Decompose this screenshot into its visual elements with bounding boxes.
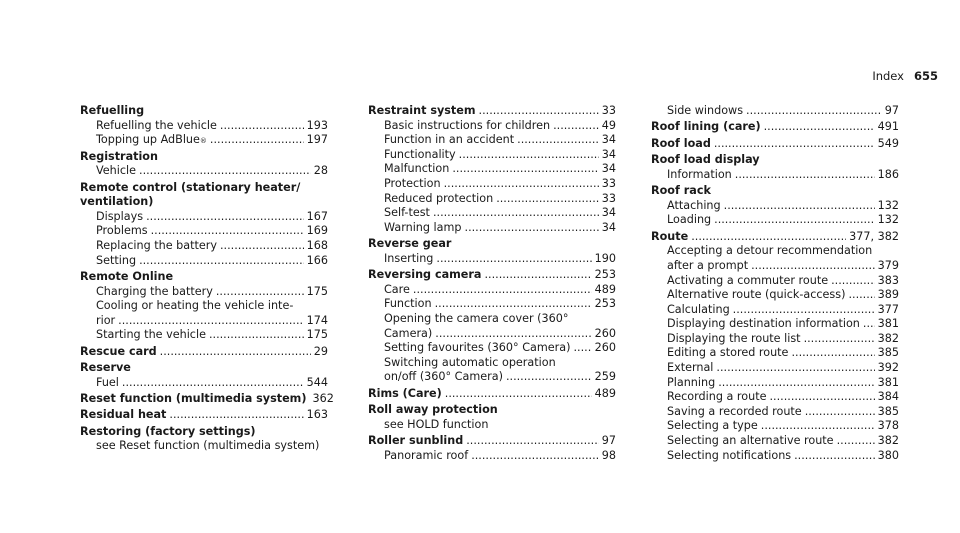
index-entry (368, 104, 616, 235)
subentry-text: Displays (96, 209, 144, 223)
subentry (80, 254, 328, 269)
entry-heading (80, 408, 328, 423)
index-entry (80, 392, 334, 407)
dot-leader (220, 239, 304, 254)
subentry (368, 133, 616, 148)
dot-leader (139, 164, 311, 179)
index-entry (80, 270, 328, 343)
page-reference[interactable]: 381 (877, 317, 899, 331)
subentry (80, 224, 328, 239)
dot-leader (724, 199, 875, 214)
dot-leader (837, 434, 875, 449)
page-reference[interactable]: 377 (877, 302, 899, 316)
index-entry (80, 361, 328, 390)
page-reference[interactable]: 29 (313, 344, 328, 358)
entry-title: Route (651, 229, 689, 243)
entry-heading (80, 392, 334, 407)
dot-leader (714, 213, 875, 228)
page-reference[interactable]: 174 (306, 313, 328, 327)
index-entry (651, 153, 899, 182)
subentry-text: Reduced protection (384, 191, 494, 205)
entry-title: Roller sunblind (368, 434, 464, 448)
subentry-text: Vehicle (96, 164, 137, 178)
subentry (651, 405, 899, 420)
page-reference[interactable]: 378 (877, 419, 899, 433)
entry-title: Remote Online (80, 269, 174, 283)
subentry-text: Selecting an alternative route (667, 434, 834, 448)
subentry (651, 390, 899, 405)
subentry-text: Displaying the route list (667, 331, 801, 345)
dot-leader (804, 332, 875, 347)
entry-title: Roof rack (651, 184, 711, 198)
entry-title: Reversing camera (368, 268, 482, 282)
page-reference[interactable]: 34 (601, 220, 616, 234)
entry-heading (80, 425, 328, 440)
subentry-text: Alternative route (quick-access) (667, 288, 846, 302)
entry-title: Roof load (651, 136, 711, 150)
subentry-text: Fuel (96, 375, 119, 389)
subentry-text: Functionality (384, 147, 456, 161)
subentry-text: Warning lamp (384, 220, 462, 234)
index-entry (80, 425, 328, 454)
page-reference[interactable]: 382 (877, 434, 899, 448)
dot-leader (769, 390, 874, 405)
page-reference[interactable]: 163 (306, 408, 328, 422)
page-reference[interactable]: 169 (306, 224, 328, 238)
page-reference[interactable]: 377, 382 (849, 229, 899, 243)
subentry-text: see Reset function (multimedia system) (96, 439, 320, 453)
subentry-text: Function in an accident (384, 133, 515, 147)
index-column-1 (80, 104, 334, 454)
subentry-text: Recording a route (667, 390, 767, 404)
page-reference[interactable]: 380 (877, 448, 899, 462)
entry-title: Restoring (factory settings) (80, 424, 256, 438)
index-entry (368, 403, 616, 432)
entry-heading (368, 237, 616, 252)
subentry (368, 221, 616, 236)
subentry (651, 376, 899, 391)
index-entry (651, 104, 899, 119)
page-reference[interactable]: 33 (601, 191, 616, 205)
page-reference[interactable]: 175 (306, 328, 328, 342)
page-reference[interactable]: 97 (601, 434, 616, 448)
subentry-text-continued: Switching automatic operation (384, 355, 556, 369)
dot-leader (791, 346, 874, 361)
dot-leader (471, 449, 599, 464)
index-entry (80, 150, 328, 179)
dot-leader (146, 210, 304, 225)
entry-title: Roll away protection (368, 403, 498, 417)
subentry-text: Starting the vehicle (96, 328, 206, 342)
subentry (368, 449, 616, 464)
dot-leader (691, 230, 846, 245)
subentry (368, 206, 616, 221)
page-reference[interactable]: 193 (306, 118, 328, 132)
subentry (368, 370, 616, 385)
index-entry (80, 345, 328, 360)
subentry (651, 434, 899, 449)
dot-leader (435, 327, 591, 342)
entry-heading (80, 270, 328, 285)
subentry-text: Side windows (667, 104, 744, 117)
subentry-text-continued: Accepting a detour recommendation (667, 244, 873, 258)
dot-leader (459, 148, 599, 163)
page-reference[interactable]: 489 (594, 386, 616, 400)
page-reference[interactable]: 392 (877, 361, 899, 375)
page-reference[interactable]: 168 (306, 238, 328, 252)
entry-title: Roof lining (care) (651, 120, 761, 134)
index-entry (651, 120, 899, 135)
entry-heading (368, 387, 616, 402)
subentry-text: Displaying destination information (667, 317, 860, 331)
page-reference[interactable]: 260 (594, 326, 616, 340)
subentry-text: Care (384, 282, 410, 296)
index-entry (368, 268, 616, 385)
dot-leader (553, 119, 599, 134)
page-reference[interactable]: 98 (601, 448, 616, 462)
page-reference[interactable]: 544 (306, 375, 328, 389)
dot-leader (714, 137, 875, 152)
dot-leader (751, 259, 875, 274)
subentry (651, 317, 899, 332)
page-reference[interactable]: 489 (594, 282, 616, 296)
subentry (651, 213, 899, 228)
subentry (80, 285, 328, 300)
subentry-text: Activating a commuter route (667, 273, 829, 287)
subentry-text: Information (667, 167, 732, 181)
page-reference[interactable]: 253 (594, 297, 616, 311)
page-reference[interactable]: 186 (877, 167, 899, 181)
subentry (80, 328, 328, 343)
subentry-text: Self-test (384, 206, 430, 220)
page-reference[interactable]: 34 (601, 147, 616, 161)
page-reference[interactable]: 383 (877, 273, 899, 287)
subentry (651, 288, 899, 303)
subentry (368, 177, 616, 192)
page-reference[interactable]: 167 (306, 209, 328, 223)
entry-title: Refuelling (80, 104, 145, 117)
page-reference[interactable]: 132 (877, 213, 899, 227)
dot-leader (863, 317, 875, 332)
index-entry (651, 230, 899, 464)
dot-leader (735, 168, 875, 183)
page-reference[interactable]: 385 (877, 346, 899, 360)
subentry-text: Charging the battery (96, 284, 213, 298)
page-reference[interactable]: 382 (877, 331, 899, 345)
subentry (651, 419, 899, 434)
index-entry (80, 104, 328, 148)
subentry-text: Malfunction (384, 162, 450, 176)
subentry (368, 119, 616, 134)
entry-title: Restraint system (368, 104, 476, 117)
subentry (651, 361, 899, 376)
page-reference[interactable]: 34 (601, 206, 616, 220)
subentry-text-continued: Cooling or heating the vehicle inte- (96, 299, 294, 313)
index-entry (651, 184, 899, 228)
page-header (872, 69, 938, 83)
page-reference[interactable]: 175 (306, 284, 328, 298)
header-title: Index (872, 69, 904, 83)
subentry-text: Attaching (667, 198, 721, 212)
dot-leader (733, 303, 875, 318)
dot-leader (479, 104, 599, 119)
dot-leader (484, 268, 591, 283)
subentry (651, 303, 899, 318)
page-reference[interactable]: 379 (877, 258, 899, 272)
subentry-text: Loading (667, 213, 712, 227)
subentry-text: Planning (667, 375, 716, 389)
subentry-text: Inserting (384, 251, 434, 265)
page-reference[interactable]: 549 (877, 136, 899, 150)
subentry-text: Protection (384, 176, 441, 190)
dot-leader (436, 252, 591, 267)
page-reference[interactable]: 190 (594, 251, 616, 265)
page-reference[interactable]: 33 (601, 104, 616, 117)
page-reference[interactable]: 34 (601, 162, 616, 176)
dot-leader (209, 328, 304, 343)
entry-heading (368, 403, 616, 418)
subentry (368, 327, 616, 342)
index-entry (80, 181, 328, 269)
subentry (368, 162, 616, 177)
subentry (651, 449, 899, 464)
page-reference[interactable]: 260 (594, 341, 616, 355)
dot-leader (761, 419, 875, 434)
page-reference[interactable]: 28 (313, 164, 328, 178)
dot-leader (413, 283, 592, 298)
entry-heading (651, 184, 899, 199)
subentry-text: Setting favourites (360° Camera) (384, 341, 571, 355)
dot-leader (210, 133, 304, 148)
subentry-text: Selecting notifications (667, 448, 792, 462)
entry-title-continued: ventilation) (80, 195, 154, 209)
subentry (80, 210, 328, 225)
subentry (368, 418, 616, 433)
entry-heading (80, 361, 328, 376)
dot-leader (517, 133, 599, 148)
page-reference[interactable]: 49 (601, 118, 616, 132)
index-column-3 (651, 104, 899, 463)
page-reference[interactable]: 253 (594, 268, 616, 282)
subentry (368, 297, 616, 312)
dot-leader (718, 376, 874, 391)
index-entry (368, 387, 616, 402)
page-reference[interactable]: 33 (601, 176, 616, 190)
entry-heading (651, 153, 899, 168)
subentry (651, 274, 899, 289)
page-reference[interactable]: 132 (877, 198, 899, 212)
subentry (80, 314, 328, 329)
entry-title: Residual heat (80, 408, 167, 422)
page-reference[interactable]: 384 (877, 390, 899, 404)
entry-heading (80, 345, 328, 360)
entry-heading (651, 230, 899, 245)
subentry (368, 283, 616, 298)
subentry-text: Topping up AdBlue (96, 133, 200, 147)
page-reference[interactable]: 197 (306, 133, 328, 147)
page-reference[interactable]: 381 (877, 375, 899, 389)
dot-leader (452, 162, 598, 177)
entry-heading (368, 268, 616, 283)
entry-heading (368, 104, 616, 119)
subentry-text: Selecting a type (667, 419, 758, 433)
dot-leader (465, 221, 599, 236)
page-reference[interactable]: 385 (877, 404, 899, 418)
entry-title: Reserve (80, 361, 131, 375)
dot-leader (122, 376, 304, 391)
subentry (651, 104, 899, 119)
dot-leader (444, 177, 599, 192)
dot-leader (151, 224, 304, 239)
entry-heading (80, 150, 328, 165)
subentry-text: Panoramic roof (384, 448, 469, 462)
subentry-text: Refuelling the vehicle (96, 118, 217, 132)
entry-heading (80, 181, 328, 196)
dot-leader (160, 345, 311, 360)
subentry (80, 119, 328, 134)
index-entry (368, 237, 616, 266)
index-entry (368, 434, 616, 463)
dot-leader (805, 405, 875, 420)
entry-heading (651, 120, 899, 135)
page-reference[interactable]: 34 (601, 133, 616, 147)
subentry (80, 239, 328, 254)
dot-leader (716, 361, 874, 376)
subentry-text-continued: Opening the camera cover (360° (384, 311, 569, 325)
page-reference[interactable]: 389 (877, 288, 899, 302)
dot-leader (433, 206, 599, 221)
subentry-text: Camera) (384, 326, 433, 340)
dot-leader (139, 254, 304, 269)
subentry-text: Function (384, 297, 432, 311)
subentry (368, 341, 616, 356)
subentry (651, 168, 899, 183)
entry-title: Reverse gear (368, 237, 452, 251)
dot-leader (169, 408, 303, 423)
subentry-text: rior (96, 313, 116, 327)
entry-heading (80, 104, 328, 119)
page-reference[interactable]: 259 (594, 370, 616, 384)
subentry-text: on/off (360° Camera) (384, 370, 503, 384)
entry-title: Rims (Care) (368, 386, 442, 400)
entry-heading (368, 434, 616, 449)
dot-leader (848, 288, 874, 303)
dot-leader (794, 449, 875, 464)
dot-leader (445, 387, 592, 402)
subentry (651, 199, 899, 214)
subentry-text: Setting (96, 253, 137, 267)
subentry: Topping up AdBlue ® ..... 197 (80, 133, 328, 148)
entry-title: Registration (80, 149, 158, 163)
entry-heading-continued (80, 195, 328, 210)
dot-leader (466, 434, 599, 449)
subentry-text: External (667, 361, 714, 375)
page-reference[interactable]: 491 (877, 120, 899, 134)
index-column-2 (368, 104, 616, 463)
subentry (651, 259, 899, 274)
subentry (80, 376, 328, 391)
page-reference[interactable]: 97 (884, 104, 899, 117)
subentry (368, 192, 616, 207)
page-reference[interactable]: 166 (306, 253, 328, 267)
entry-title: Remote control (stationary heater/ (80, 180, 301, 194)
subentry-text: Calculating (667, 302, 730, 316)
subentry-text: see HOLD function (384, 417, 489, 431)
subentry (80, 439, 328, 454)
subentry (80, 164, 328, 179)
entry-title: Roof load display (651, 153, 760, 167)
subentry (651, 332, 899, 347)
dot-leader (831, 274, 875, 289)
entry-title: Reset function (multimedia system) (80, 392, 307, 406)
index-entry (651, 137, 899, 152)
subentry-text: after a prompt (667, 258, 749, 272)
subentry (651, 346, 899, 361)
dot-leader (216, 285, 304, 300)
dot-leader (764, 120, 875, 135)
dot-leader (506, 370, 592, 385)
entry-title: Rescue card (80, 344, 157, 358)
subentry (368, 148, 616, 163)
subentry-text: Replacing the battery (96, 238, 217, 252)
entry-heading (651, 137, 899, 152)
dot-leader (573, 341, 591, 356)
dot-leader (118, 314, 303, 329)
dot-leader (746, 104, 882, 119)
page-reference[interactable]: 362 (312, 392, 334, 406)
subentry-text: Problems (96, 224, 148, 238)
subentry (368, 252, 616, 267)
dot-leader (220, 119, 304, 134)
dot-leader (435, 297, 592, 312)
dot-leader (496, 192, 599, 207)
subentry-text: Saving a recorded route (667, 404, 802, 418)
subentry-text: Basic instructions for children (384, 118, 551, 132)
subentry-text: Editing a stored route (667, 346, 789, 360)
index-entry (80, 408, 328, 423)
page-number: 655 (913, 69, 938, 83)
